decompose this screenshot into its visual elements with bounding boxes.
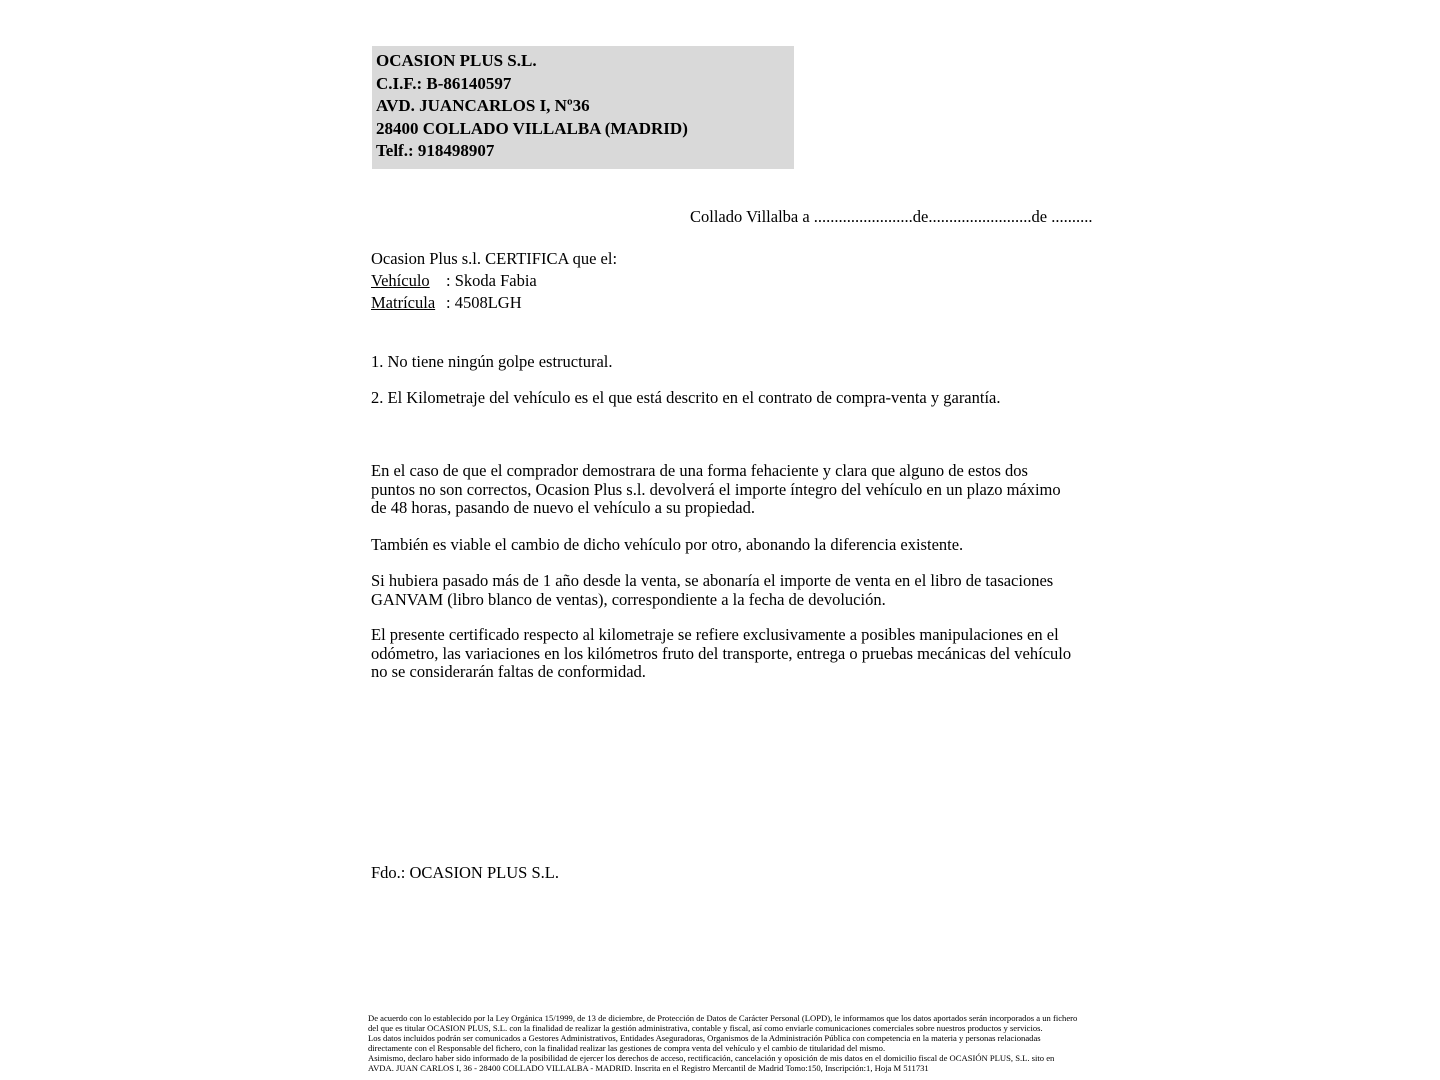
- company-address: AVD. JUANCARLOS I, Nº36: [376, 96, 590, 115]
- vehicle-row: [371, 272, 1073, 291]
- legal-footer-paragraph-2: Los datos incluidos podrán ser comunicados a Gestores Administrativos, Entidades Aseguradoras, Organismos de la Administración Pública con competencia en la materia y personas relacionadas directamente con el Responsable del fichero, con la finalidad realizar las gestiones de compra venta del vehículo y el cambio de titularidad del mismo.: [368, 1033, 1041, 1053]
- body-paragraph-4: El presente certificado respecto al kilometraje se refiere exclusivamente a posibles manipulaciones en el odómetro, las variaciones en los kilómetros fruto del transporte, entrega o pruebas mecánicas del vehículo no se considerarán faltas de conformidad.: [371, 625, 1072, 681]
- certify-intro: Ocasion Plus s.l. CERTIFICA que el:: [371, 249, 618, 268]
- vehicle-value: : Skoda Fabia: [446, 271, 537, 290]
- certificate-point-1: 1. No tiene ningún golpe estructural.: [371, 352, 613, 371]
- body-paragraph-2: También es viable el cambio de dicho vehículo por otro, abonando la diferencia existente.: [371, 535, 964, 554]
- plate-row: [371, 294, 1073, 313]
- date-line: Collado Villalba a ........................de.........................de ..........: [690, 207, 1093, 226]
- company-phone: Telf.: 918498907: [376, 141, 495, 160]
- certificate-point-2: 2. El Kilometraje del vehículo es el que está descrito en el contrato de compra-venta y garantía.: [371, 388, 1001, 407]
- signature-line: Fdo.: OCASION PLUS S.L.: [371, 863, 559, 882]
- body-paragraph-1: En el caso de que el comprador demostrara de una forma fehaciente y clara que alguno de estos dos puntos no son correctos, Ocasion Plus s.l. devolverá el importe íntegro del vehículo en un plazo máximo de 48 horas, pasando de nuevo el vehículo a su propiedad.: [371, 461, 1061, 517]
- company-name: OCASION PLUS S.L.: [376, 51, 537, 70]
- legal-footer-paragraph-3: Asimismo, declaro haber sido informado de la posibilidad de ejercer los derechos de acceso, rectificación, cancelación y oposición de mis datos en el domicilio fiscal de OCASIÓN PLUS, S.L. sito en AVDA. JUAN CARLOS I, 36 - 28400 COLLADO VILLALBA - MADRID. Inscrita en el Registro Mercantil de Madrid Tomo:150, Inscripción:1, Hoja M 511731: [368, 1053, 1055, 1073]
- body-paragraph-3: Si hubiera pasado más de 1 año desde la venta, se abonaría el importe de venta en el libro de tasaciones GANVAM (libro blanco de ventas), correspondiente a la fecha de devolución.: [371, 571, 1054, 609]
- vehicle-label: Vehículo: [371, 271, 430, 290]
- company-header-box: [372, 46, 794, 169]
- plate-label: Matrícula: [371, 293, 436, 312]
- company-city: 28400 COLLADO VILLALBA (MADRID): [376, 118, 688, 138]
- legal-footer: [368, 1013, 1080, 1073]
- company-cif: C.I.F.: B-86140597: [376, 73, 512, 93]
- plate-value: : 4508LGH: [446, 293, 522, 312]
- legal-footer-paragraph-1: De acuerdo con lo establecido por la Ley Orgánica 15/1999, de 13 de diciembre, de Protección de Datos de Carácter Personal (LOPD), le informamos que los datos aportados serán incorporados a un fichero del que es titular OCASION PLUS, S.L. con la finalidad de realizar la gestión administrativa, contable y fiscal, así como enviarle comunicaciones comerciales sobre nuestros productos y servicios.: [368, 1013, 1078, 1033]
